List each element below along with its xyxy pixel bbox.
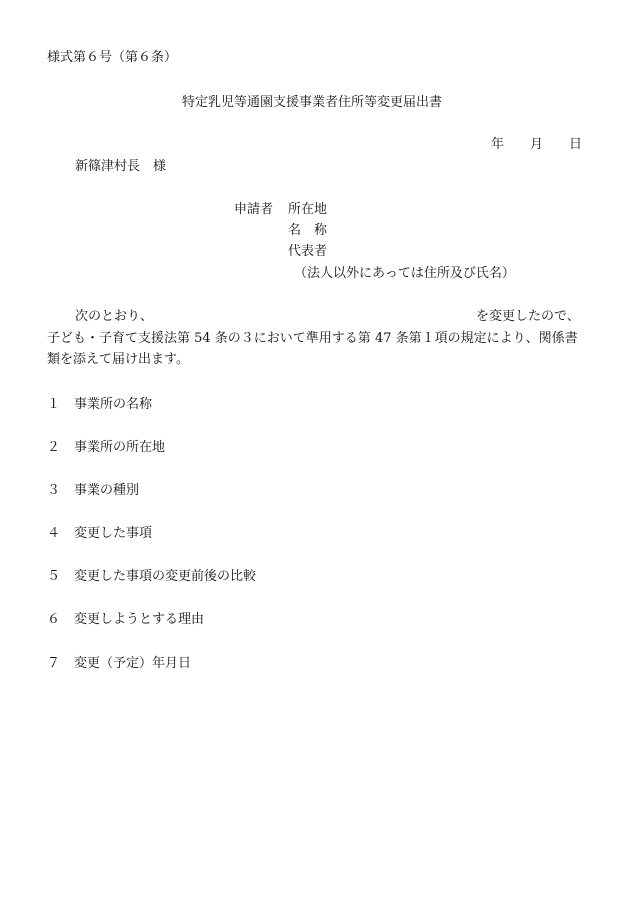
item-number: ３ — [47, 483, 61, 498]
item-label: 変更した事項 — [74, 526, 153, 541]
body-line2: 子ども・子育て支援法第 54 条の３において準用する第 47 条第１項の規定により、関係書 — [47, 331, 578, 346]
date-month-label: 月 — [529, 137, 543, 152]
item-number: ７ — [47, 656, 61, 671]
applicant-note: （法人以外にあっては住所及び氏名） — [294, 266, 515, 281]
date-line — [491, 137, 582, 153]
date-day-label: 日 — [568, 137, 582, 152]
body-line1-end: を変更したので、 — [476, 309, 580, 324]
item-label: 変更しようとする理由 — [74, 612, 205, 627]
list-item — [47, 397, 152, 413]
list-item — [47, 526, 152, 542]
body-line3: 類を添えて届け出ます。 — [47, 352, 189, 367]
applicant-name-label: 名 称 — [288, 223, 328, 238]
item-label: 事業の種別 — [74, 483, 140, 498]
item-label: 事業所の名称 — [74, 397, 153, 412]
applicant-label: 申請者 — [234, 202, 274, 217]
list-item — [47, 569, 256, 585]
item-number: ５ — [47, 569, 61, 584]
item-label: 変更した事項の変更前後の比較 — [74, 569, 257, 584]
item-number: ４ — [47, 526, 61, 541]
list-item — [47, 483, 139, 499]
item-number: ６ — [47, 612, 61, 627]
addressee: 新篠津村長 様 — [75, 159, 167, 174]
item-label: 事業所の所在地 — [74, 440, 166, 455]
date-year-label: 年 — [490, 137, 504, 152]
form-number: 様式第６号（第６条） — [47, 50, 178, 65]
item-number: ２ — [47, 440, 61, 455]
applicant-address-label: 所在地 — [288, 202, 328, 217]
body-line1-start: 次のとおり、 — [75, 309, 154, 324]
document-title: 特定乳児等通園支援事業者住所等変更届出書 — [182, 95, 443, 110]
list-item — [47, 656, 191, 672]
list-item — [47, 440, 165, 456]
item-label: 変更（予定）年月日 — [74, 656, 192, 671]
applicant-representative-label: 代表者 — [288, 244, 328, 259]
item-number: １ — [47, 397, 61, 412]
list-item — [47, 612, 204, 628]
